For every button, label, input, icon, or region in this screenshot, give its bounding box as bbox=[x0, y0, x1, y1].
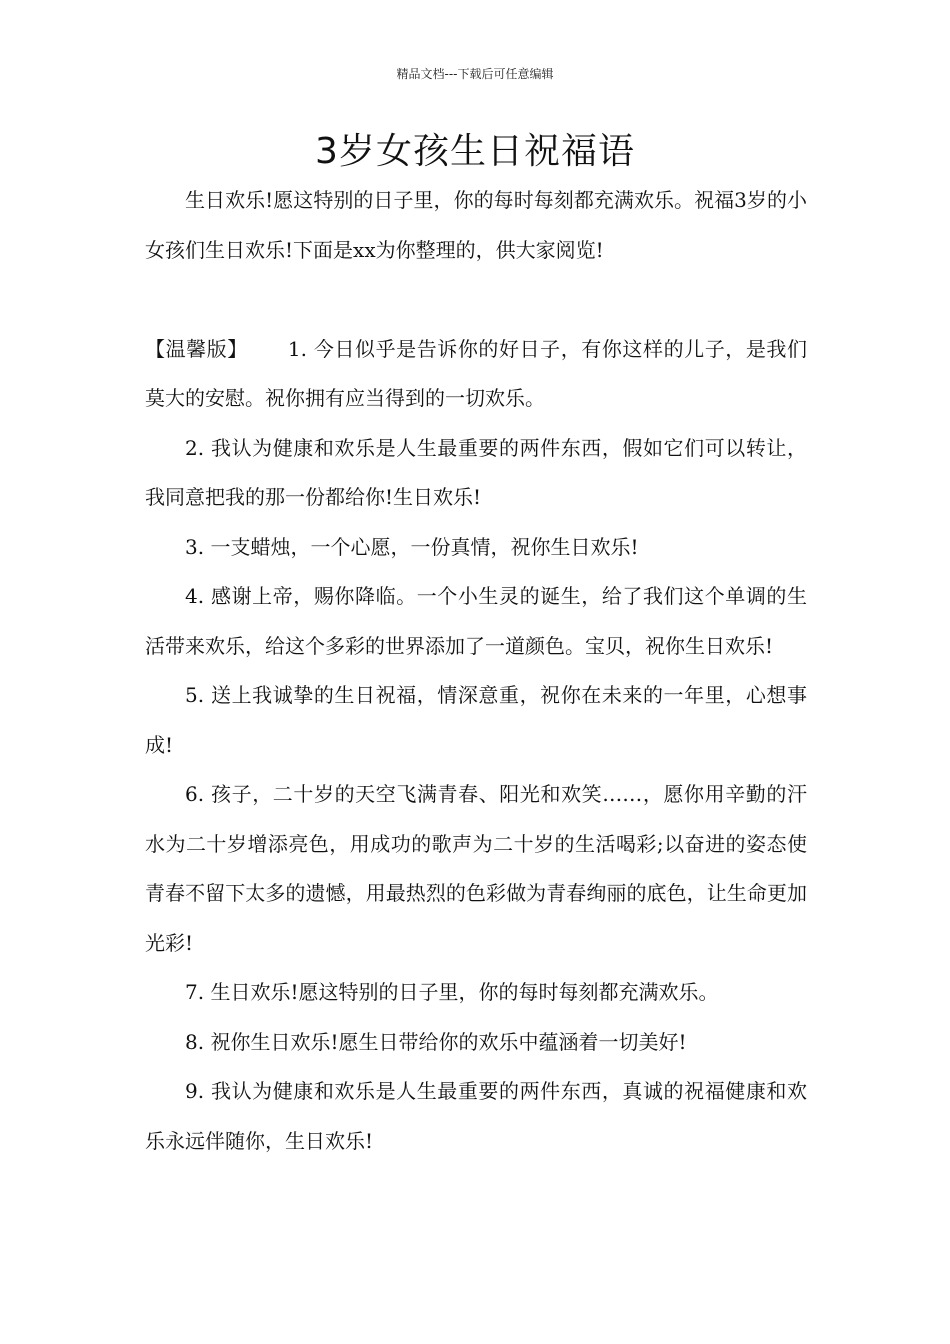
list-item: 7. 生日欢乐!愿这特别的日子里，你的每时每刻都充满欢乐。 bbox=[185, 980, 719, 1004]
section-tag: 【温馨版】 bbox=[145, 336, 248, 361]
blank-line bbox=[145, 275, 807, 325]
list-item: 3. 一支蜡烛，一个心愿，一份真情，祝你生日欢乐! bbox=[185, 534, 639, 559]
list-item bbox=[145, 325, 807, 424]
document-body bbox=[145, 176, 807, 1166]
list-item: 6. 孩子，二十岁的天空飞满青春、阳光和欢笑……，愿你用辛勤的汗水为二十岁增添亮色，用成功的歌声为二十岁的生活喝彩;以奋进的姿态使青春不留下太多的遗憾，用最热烈的色彩做为青春绚丽的底色，让生命更加光彩! bbox=[145, 782, 807, 955]
list-item: 8. 祝你生日欢乐!愿生日带给你的欢乐中蕴涵着一切美好! bbox=[185, 1029, 687, 1054]
intro-paragraph: 生日欢乐!愿这特别的日子里，你的每时每刻都充满欢乐。祝福3岁的小女孩们生日欢乐!下面是xx为你整理的，供大家阅览! bbox=[145, 188, 807, 262]
list-item: 2. 我认为健康和欢乐是人生最重要的两件东西，假如它们可以转让，我同意把我的那一份都给你!生日欢乐! bbox=[145, 435, 807, 509]
list-item: 4. 感谢上帝，赐你降临。一个小生灵的诞生，给了我们这个单调的生活带来欢乐，给这个多彩的世界添加了一道颜色。宝贝，祝你生日欢乐! bbox=[145, 584, 807, 658]
list-item: 9. 我认为健康和欢乐是人生最重要的两件东西，真诚的祝福健康和欢乐永远伴随你，生日欢乐! bbox=[145, 1079, 807, 1153]
list-item: 5. 送上我诚挚的生日祝福，情深意重，祝你在未来的一年里，心想事成! bbox=[145, 683, 807, 757]
list-item-text: 1. 今日似乎是告诉你的好日子，有你这样的儿子，是我们莫大的安慰。祝你拥有应当得到的一切欢乐。 bbox=[145, 336, 807, 410]
page-title: 3岁女孩生日祝福语 bbox=[315, 131, 635, 172]
header-note: 精品文档---下载后可任意编辑 bbox=[396, 67, 554, 81]
